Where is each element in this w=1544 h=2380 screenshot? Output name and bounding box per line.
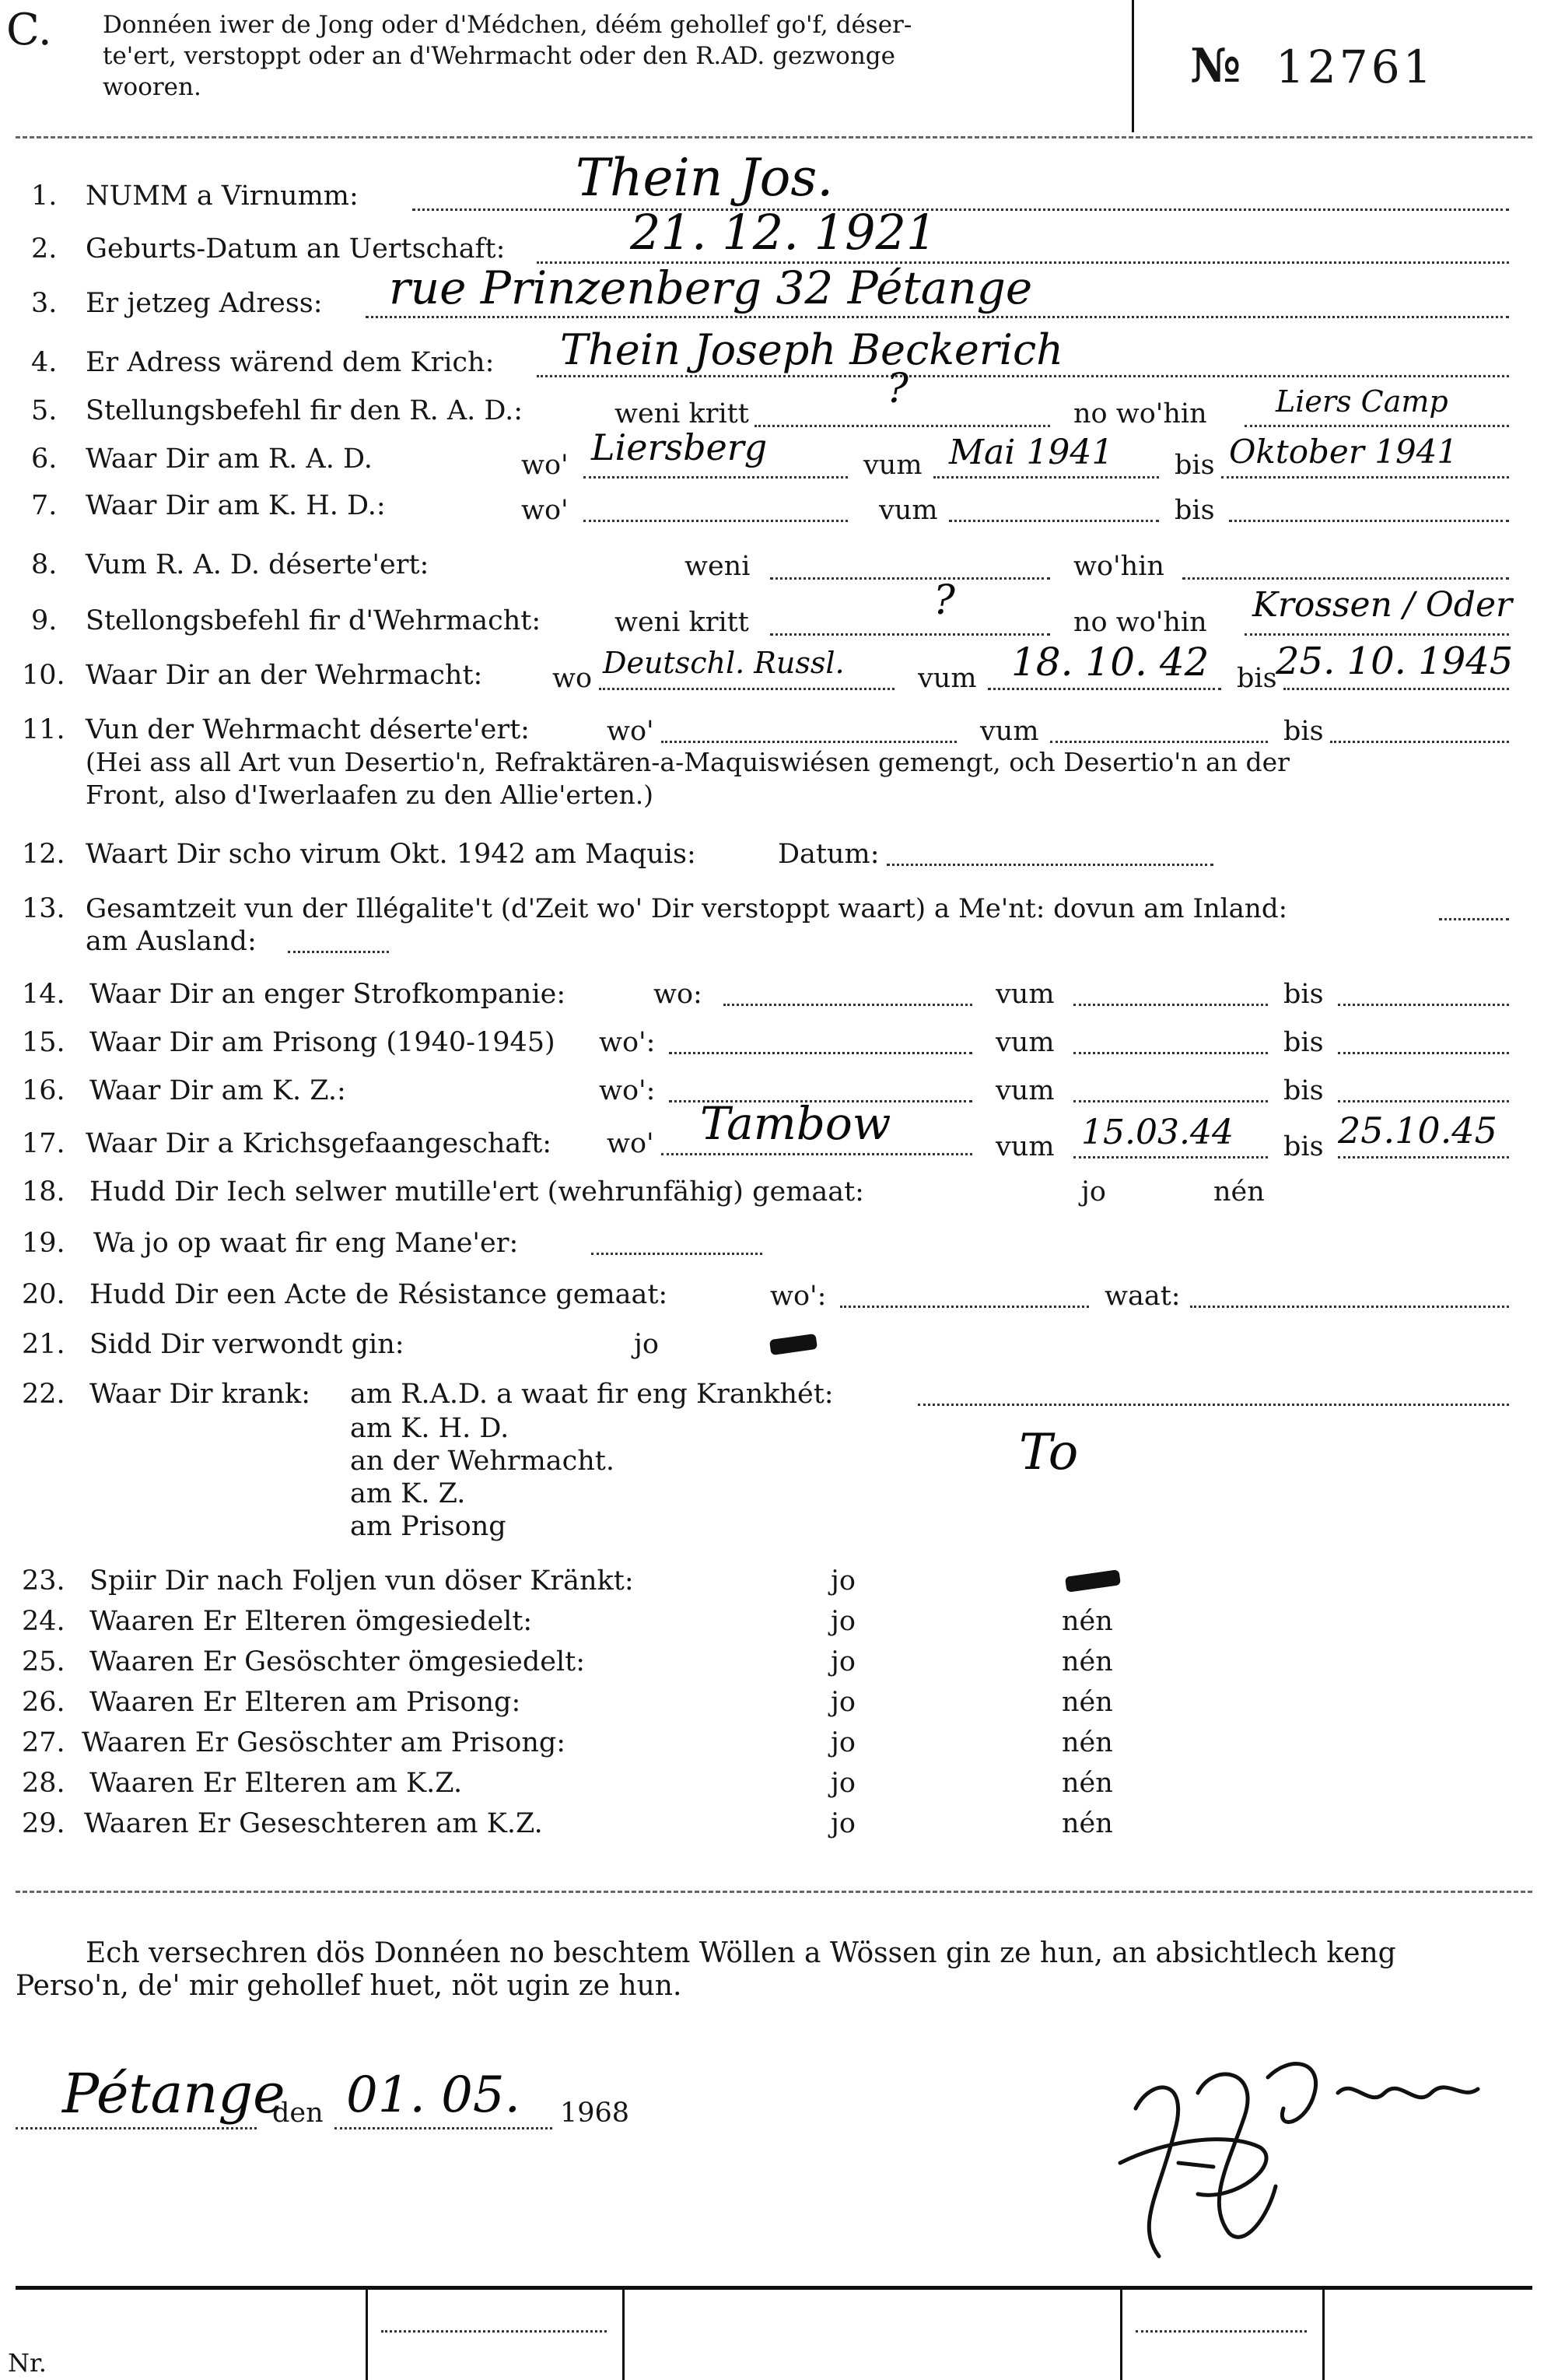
siblings-resettled-nen[interactable]: nén [1062,1646,1113,1677]
khd-bis-field[interactable] [1229,520,1509,522]
item-number: 6. [31,443,58,475]
penal-company-vum-field[interactable] [1073,1004,1268,1006]
section-letter: C. [6,5,52,55]
wehrmacht-service-wo-field[interactable] [599,688,895,690]
item-number: 27. [22,1727,65,1758]
item-number: 13. [22,893,65,924]
rad-order-weni-answer: ? [887,366,909,412]
rad-desertion-wohin-label: wo'hin [1073,551,1164,582]
number-symbol: № [1190,39,1241,93]
prison-bis-field[interactable] [1338,1052,1509,1054]
name-field[interactable] [412,209,1509,211]
pow-bis-field[interactable] [1338,1156,1509,1158]
sick-wehrmacht-label: an der Wehrmacht. [350,1446,615,1477]
item-number: 11. [22,714,65,745]
sick-kz-label: am K. Z. [350,1478,466,1509]
prison-wo-field[interactable] [669,1052,972,1054]
parents-kz-jo[interactable]: jo [831,1768,856,1799]
item-number: 14. [22,979,65,1010]
rad-desertion-wohin-field[interactable] [1182,577,1509,580]
footer-divider-4 [1322,2290,1325,2380]
siblings-kz-nen[interactable]: nén [1062,1808,1113,1839]
wehrmacht-service-bis-answer: 25. 10. 1945 [1276,640,1514,683]
mutilation-manner-label: Wa jo op waat fir eng Mane'er: [93,1228,519,1259]
siblings-kz-jo[interactable]: jo [831,1808,856,1839]
resistance-wo-label: wo': [770,1281,827,1312]
item-number: 17. [22,1128,65,1159]
self-mutilation-label: Hudd Dir Iech selwer mutille'ert (wehrunfähig) gemaat: [89,1176,864,1208]
wehrmacht-desertion-wo-label: wo' [607,716,654,747]
penal-company-bis-field[interactable] [1338,1004,1509,1006]
item-number: 4. [31,347,58,378]
address-label: Er jetzeg Adress: [86,288,323,319]
pow-vum-answer: 15.03.44 [1081,1113,1234,1152]
footer-nr-label: Nr. [8,2348,47,2378]
intro-line-2: te'ert, verstoppt oder an d'Wehrmacht oder den R.AD. gezwonge [103,42,895,70]
address-answer: rue Prinzenberg 32 Pétange [389,261,1033,314]
wehrmacht-desertion-vum-label: vum [980,716,1039,747]
signature-date: 01. 05. [346,2066,520,2124]
item-number: 22. [22,1379,65,1410]
rad-service-wo-answer: Liersberg [591,426,768,468]
parents-kz-label: Waaren Er Elteren am K.Z. [89,1768,463,1799]
signature-place: Pétange [62,2062,285,2126]
wartime-address-label: Er Adress wärend dem Krich: [86,347,495,378]
item-number: 15. [22,1027,65,1058]
sick-answer: To [1019,1424,1079,1481]
resistance-waat-field[interactable] [1190,1306,1509,1308]
parents-prison-label: Waaren Er Elteren am Prisong: [89,1687,521,1718]
siblings-prison-label: Waaren Er Gesöschter am Prisong: [82,1727,566,1758]
kz-bis-label: bis [1283,1075,1324,1106]
wehrmacht-desertion-wo-field[interactable] [661,741,957,743]
resistance-wo-field[interactable] [840,1306,1089,1308]
footer-field-2[interactable] [1136,2330,1307,2333]
item-number: 29. [22,1808,65,1839]
handwritten-signature [1105,2046,1493,2280]
wehrmacht-desertion-label: Vun der Wehrmacht déserte'ert: [86,714,530,745]
pow-bis-label: bis [1283,1131,1324,1162]
wehrmacht-service-wo-label: wo [552,663,593,694]
wehrmacht-service-bis-field[interactable] [1283,688,1509,690]
wehrmacht-order-weni-field[interactable] [770,633,1050,636]
footer-divider-1 [366,2290,368,2380]
name-answer: Thein Jos. [576,148,834,208]
date-field[interactable] [334,2127,552,2129]
rad-service-bis-label: bis [1175,450,1215,481]
prison-wo-label: wo': [599,1027,656,1058]
parents-kz-nen[interactable]: nén [1062,1768,1113,1799]
kz-label: Waar Dir am K. Z.: [89,1075,346,1106]
khd-wo-label: wo' [521,495,569,526]
item-number: 20. [22,1279,65,1310]
rad-order-destination-label: no wo'hin [1073,398,1207,429]
item-number: 7. [31,490,58,521]
rad-desertion-label: Vum R. A. D. déserte'ert: [86,549,429,580]
prison-vum-label: vum [996,1027,1055,1058]
wehrmacht-service-wo-answer: Deutschl. Russl. [603,646,845,680]
parents-prison-nen[interactable]: nén [1062,1687,1113,1718]
wehrmacht-order-destination-field[interactable] [1245,633,1509,636]
sick-label: Waar Dir krank: [89,1379,310,1410]
penal-company-label: Waar Dir an enger Strofkompanie: [89,979,566,1010]
wehrmacht-service-bis-label: bis [1237,663,1277,694]
pow-wo-field[interactable] [661,1153,972,1155]
rad-order-weni-label: weni kritt [614,398,749,429]
khd-wo-field[interactable] [583,520,848,522]
birth-answer: 21. 12. 1921 [630,204,937,261]
illegality-inland-field[interactable] [1439,918,1509,920]
maquis-datum-field[interactable] [887,864,1213,866]
khd-bis-label: bis [1175,495,1215,526]
rad-service-vum-answer: Mai 1941 [949,433,1114,472]
desertion-note-line-1: (Hei ass all Art vun Desertio'n, Refraktären-a-Maquiswiésen gemengt, och Desertio'n an der [86,747,1290,777]
prison-label: Waar Dir am Prisong (1940-1945) [89,1027,555,1058]
place-field[interactable] [16,2127,257,2129]
item-number: 25. [22,1646,65,1677]
item-number: 10. [22,660,65,691]
wehrmacht-service-vum-answer: 18. 10. 42 [1011,640,1210,685]
footer-rule [16,2286,1532,2290]
kz-wo-label: wo': [599,1075,656,1106]
wehrmacht-order-label: Stellongsbefehl fir d'Wehrmacht: [86,605,541,636]
item-number: 16. [22,1075,65,1106]
rad-service-wo-label: wo' [521,450,569,481]
siblings-resettled-jo[interactable]: jo [831,1646,856,1677]
wehrmacht-order-weni-answer: ? [933,577,955,624]
khd-vum-label: vum [879,495,938,526]
rad-order-destination-field[interactable] [1245,425,1509,427]
signature-year: 1968 [560,2098,630,2129]
parents-resettled-label: Waaren Er Elteren ömgesiedelt: [89,1606,533,1637]
header-separator [16,136,1532,138]
item-number: 21. [22,1329,65,1360]
wehrmacht-order-destination-answer: Krossen / Oder [1252,585,1513,625]
parents-resettled-jo[interactable]: jo [831,1606,856,1637]
self-mutilation-nen[interactable]: nén [1213,1176,1265,1208]
declaration-line-2: Perso'n, de' mir gehollef huet, nöt ugin ze hun. [16,1970,682,2002]
pow-vum-label: vum [996,1131,1055,1162]
illegality-abroad-field[interactable] [288,951,389,953]
kz-vum-label: vum [996,1075,1055,1106]
penal-company-bis-label: bis [1283,979,1324,1010]
siblings-prison-jo[interactable]: jo [831,1727,856,1758]
prison-vum-field[interactable] [1073,1052,1268,1054]
wehrmacht-desertion-bis-field[interactable] [1330,741,1509,743]
wounded-nen-crossout [769,1334,818,1355]
intro-line-1: Donnéen iwer de Jong oder d'Médchen, déém gehollef go'f, déser- [103,11,912,39]
wartime-address-answer: Thein Joseph Beckerich [560,325,1063,374]
wounded-jo[interactable]: jo [634,1329,659,1360]
sick-khd-label: am K. H. D. [350,1413,509,1444]
maquis-datum-label: Datum: [778,839,880,870]
item-number: 3. [31,288,58,319]
parents-prison-jo[interactable]: jo [831,1687,856,1718]
item-number: 24. [22,1606,65,1637]
rad-desertion-weni-field[interactable] [770,577,1050,580]
footer-field-1[interactable] [381,2330,607,2333]
prison-bis-label: bis [1283,1027,1324,1058]
penal-company-wo-label: wo: [653,979,702,1010]
item-number: 2. [31,233,58,265]
illegality-label: Gesamtzeit vun der Illégalite't (d'Zeit wo' Dir verstoppt waart) a Me'nt: dovun am Inland: [86,893,1288,924]
intro-line-3: wooren. [103,73,201,101]
pow-vum-field[interactable] [1073,1156,1268,1158]
wehrmacht-service-label: Waar Dir an der Wehrmacht: [86,660,483,691]
item-number: 12. [22,839,65,870]
item-number: 9. [31,605,58,636]
resistance-label: Hudd Dir een Acte de Résistance gemaat: [89,1279,668,1310]
penal-company-wo-field[interactable] [723,1004,972,1006]
declaration-line-1: Ech versechren dös Donnéen no beschtem Wöllen a Wössen gin ze hun, an absichtlech keng [86,1937,1396,1969]
item-number: 1. [31,181,58,212]
item-number: 5. [31,395,58,426]
self-mutilation-jo[interactable]: jo [1081,1176,1106,1208]
pow-wo-answer: Tambow [700,1097,891,1150]
maquis-label: Waart Dir scho virum Okt. 1942 am Maquis: [86,839,696,870]
pow-label: Waar Dir a Krichsgefaangeschaft: [86,1128,552,1159]
siblings-prison-nen[interactable]: nén [1062,1727,1113,1758]
rad-service-label: Waar Dir am R. A. D. [86,443,373,475]
resistance-waat-label: waat: [1105,1281,1181,1312]
item-number: 8. [31,549,58,580]
siblings-resettled-label: Waaren Er Gesöschter ömgesiedelt: [89,1646,586,1677]
footer-divider-3 [1120,2290,1122,2380]
rad-service-wo-field[interactable] [583,476,848,478]
item-number: 26. [22,1687,65,1718]
rad-order-weni-field[interactable] [754,425,1050,427]
rad-service-vum-label: vum [863,450,923,481]
header-divider-vertical [1132,0,1134,132]
pow-bis-answer: 25.10.45 [1338,1109,1497,1151]
name-label: NUMM a Virnumm: [86,181,359,212]
item-number: 28. [22,1768,65,1799]
item-number: 19. [22,1228,65,1259]
section-separator [16,1891,1532,1893]
pow-wo-label: wo' [607,1128,654,1159]
kz-vum-field[interactable] [1073,1100,1268,1102]
rad-service-bis-answer: Oktober 1941 [1229,433,1458,471]
wounded-label: Sidd Dir verwondt gin: [89,1329,404,1360]
sick-prison-label: am Prisong [350,1511,506,1542]
footer-divider-2 [622,2290,625,2380]
wehrmacht-order-destination-label: no wo'hin [1073,607,1207,638]
penal-company-vum-label: vum [996,979,1055,1010]
rad-desertion-weni-label: weni [684,551,751,582]
item-number: 23. [22,1565,65,1597]
address-field[interactable] [366,316,1509,318]
signature-den: den [272,2098,324,2129]
khd-vum-field[interactable] [949,520,1159,522]
item-number: 18. [22,1176,65,1208]
kz-bis-field[interactable] [1338,1100,1509,1102]
wehrmacht-desertion-vum-field[interactable] [1050,741,1268,743]
rad-order-label: Stellungsbefehl fir den R. A. D.: [86,395,523,426]
wehrmacht-order-weni-label: weni kritt [614,607,749,638]
form-number: 12761 [1276,40,1435,93]
sequelae-jo[interactable]: jo [831,1565,856,1597]
parents-resettled-nen[interactable]: nén [1062,1606,1113,1637]
rad-service-bis-field[interactable] [1221,476,1509,478]
rad-order-destination-answer: Liers Camp [1276,384,1448,419]
wartime-address-field[interactable] [537,375,1509,377]
sequelae-nen-crossout [1065,1569,1121,1593]
illegality-abroad-label: am Ausland: [86,926,257,957]
birth-label: Geburts-Datum an Uertschaft: [86,233,506,265]
khd-label: Waar Dir am K. H. D.: [86,490,386,521]
sequelae-label: Spiir Dir nach Foljen vun döser Kränkt: [89,1565,634,1597]
rad-service-vum-field[interactable] [933,476,1159,478]
wehrmacht-service-vum-label: vum [918,663,977,694]
sick-rad-label: am R.A.D. a waat fir eng Krankhét: [350,1379,834,1410]
wehrmacht-service-vum-field[interactable] [988,688,1221,690]
sick-field[interactable] [918,1404,1509,1406]
wehrmacht-desertion-bis-label: bis [1283,716,1324,747]
siblings-kz-label: Waaren Er Geseschteren am K.Z. [84,1808,543,1839]
desertion-note-line-2: Front, also d'Iwerlaafen zu den Allie'erten.) [86,780,654,810]
mutilation-manner-field[interactable] [591,1253,762,1255]
